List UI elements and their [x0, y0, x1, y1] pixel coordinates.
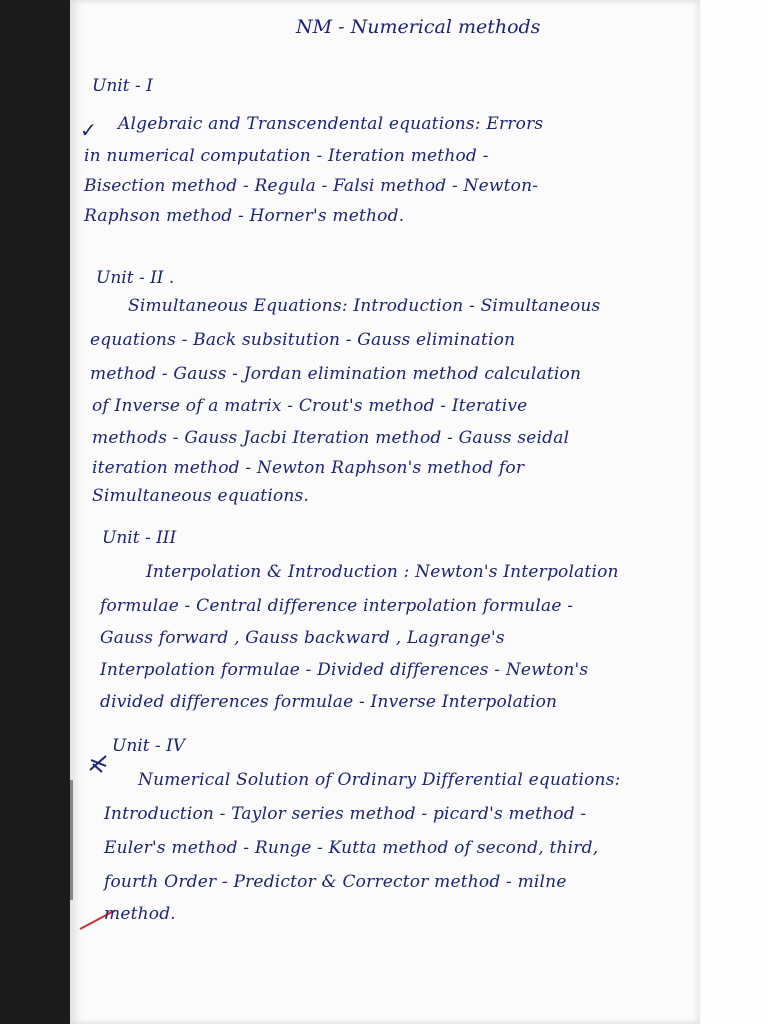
unit-2-line-4: of Inverse of a matrix - Crout's method - Iterative [92, 396, 528, 416]
unit-3-line-1: Interpolation & Introduction : Newton's Interpolation [146, 562, 619, 582]
unit-4-heading: Unit - IV [112, 736, 186, 756]
unit-1-line-1: Algebraic and Transcendental equations: Errors [118, 114, 544, 134]
check-mark-icon: ✓ [80, 118, 97, 142]
unit-4-line-5: method. [104, 904, 176, 924]
unit-4-line-1: Numerical Solution of Ordinary Differential equations: [138, 770, 621, 790]
unit-1-line-3: Bisection method - Regula - Falsi method - Newton- [84, 176, 539, 196]
unit-3-line-4: Interpolation formulae - Divided differences - Newton's [100, 660, 589, 680]
unit-1-line-2: in numerical computation - Iteration method - [84, 146, 489, 166]
scribble-icon [88, 752, 110, 774]
unit-1-line-4: Raphson method - Horner's method. [84, 206, 405, 226]
unit-2-line-6: iteration method - Newton Raphson's method for [92, 458, 525, 478]
unit-2-line-3: method - Gauss - Jordan elimination method calculation [90, 364, 582, 384]
unit-1-heading: Unit - I [92, 76, 153, 96]
unit-3-line-2: formulae - Central difference interpolation formulae - [100, 596, 574, 616]
unit-2-heading: Unit - II . [96, 268, 175, 288]
binding-shadow [70, 780, 73, 900]
unit-2-line-1: Simultaneous Equations: Introduction - Simultaneous [128, 296, 601, 316]
unit-2-line-5: methods - Gauss Jacbi Iteration method - Gauss seidal [92, 428, 570, 448]
unit-3-line-5: divided differences formulae - Inverse Interpolation [100, 692, 558, 712]
unit-2-line-7: Simultaneous equations. [92, 486, 310, 506]
unit-4-line-2: Introduction - Taylor series method - picard's method - [104, 804, 587, 824]
page-title: NM - Numerical methods [296, 16, 541, 38]
unit-4-line-3: Euler's method - Runge - Kutta method of second, third, [104, 838, 599, 858]
unit-4-line-4: fourth Order - Predictor & Corrector method - milne [104, 872, 567, 892]
unit-2-line-2: equations - Back subsitution - Gauss elimination [90, 330, 516, 350]
unit-3-line-3: Gauss forward , Gauss backward , Lagrange's [100, 628, 505, 648]
unit-3-heading: Unit - III [102, 528, 177, 548]
page-margin-right [700, 0, 768, 1024]
